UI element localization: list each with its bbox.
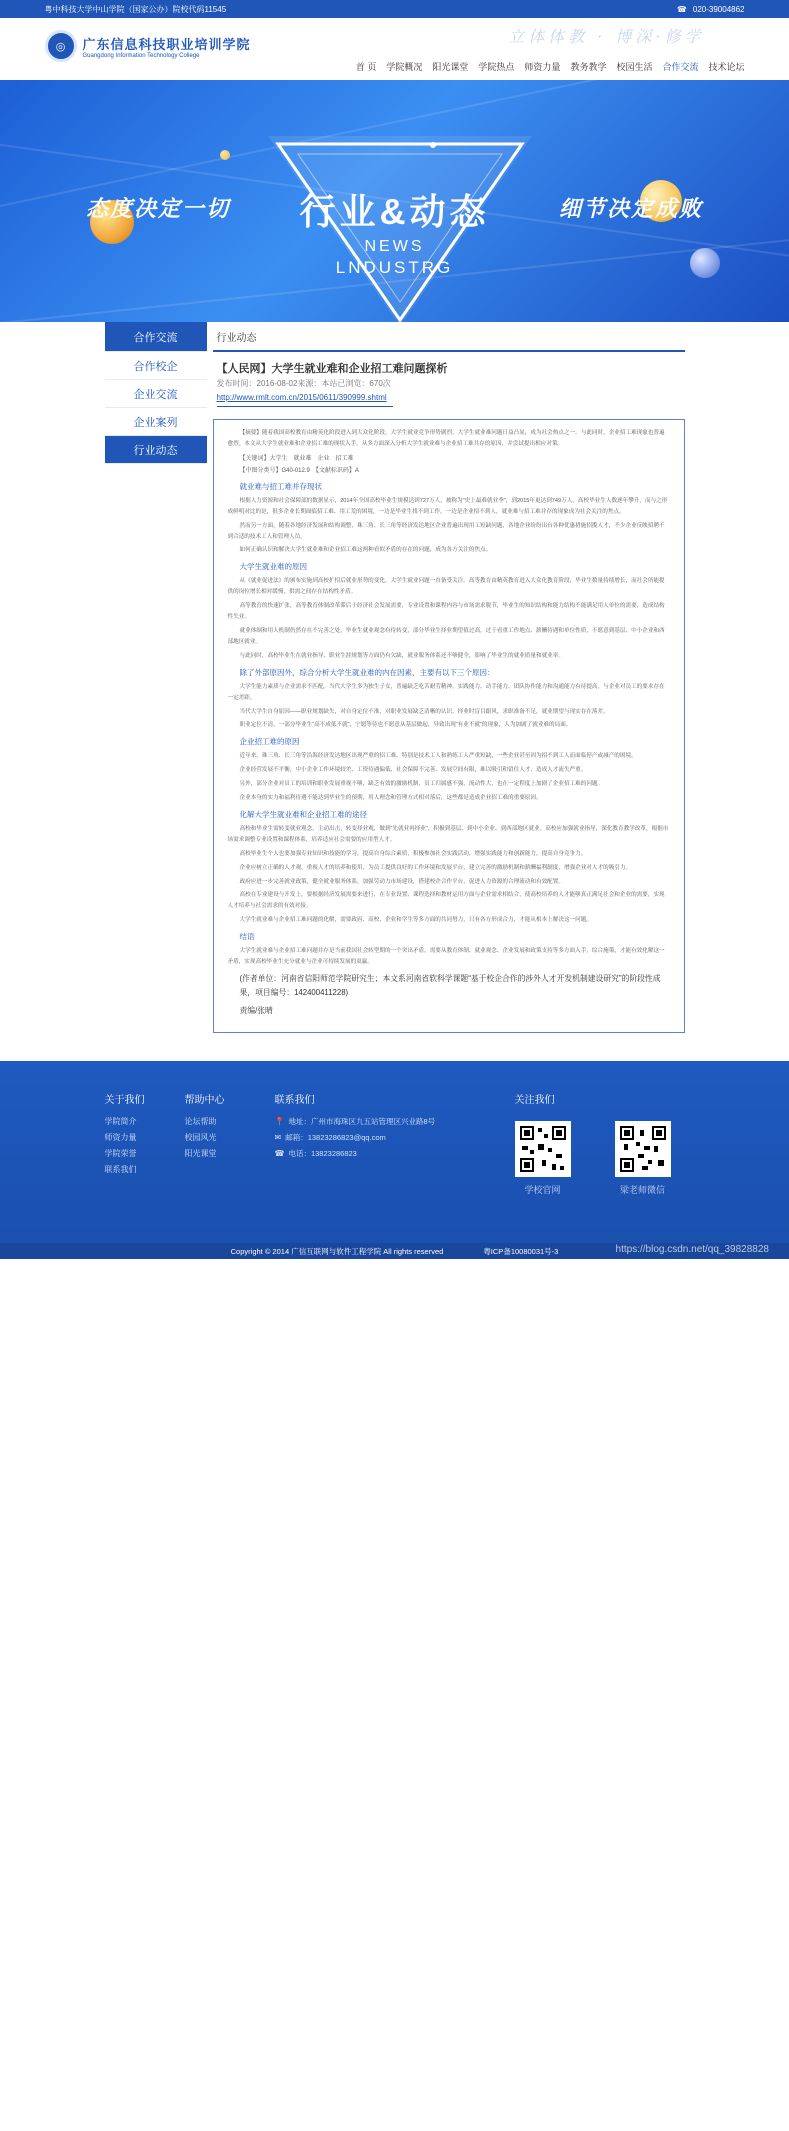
article-paragraph: 高校在专业建设与开发上，要根据经济发展需要来进行，在专业设置、课程选择和教材运用方面与企业需求相结合，使高校培养的人才能够真正满足社会和企业的需要，实现人才培养与社会需求的有效对接。 [227,892,665,910]
article-paragraph: 政府应进一步完善就业政策，健全就业服务体系，加强劳动力市场建设，搭建校企合作平台，促进人力资源的合理流动和有效配置。 [239,878,564,885]
qr-label-wechat: 梁老师微信 [619,1185,665,1196]
footer-contact-row [275,1130,436,1146]
article-title: 【人民网】大学生就业难和企业招工难问题探析 [216,363,448,375]
article-paragraph: 根据人力资源和社会保障部的数据显示，2014年全国高校毕业生规模达到727万人，被称为"史上最难就业季"，到2015年更达到749万人，高校毕业生人数逐年攀升，而与之形成鲜明对比的是，很多企业长期面临招工难、用工荒的困境，一边是毕业生找不到工作，一边是企业招不到人，就业难与招工难并存的现象成为社会关注的焦点。 [227,497,668,515]
nav-item-2[interactable]: 阳光课堂 [432,62,469,72]
banner-subtitle-lndustrg: LNDUSTRG [335,258,454,277]
article-paragraph: 企业应树立正确的人才观，重视人才的培养和使用，为员工提供良好的工作环境和发展平台，建立完善的激励机制和薪酬福利制度，增强企业对人才的吸引力。 [239,864,632,871]
nav-item-5[interactable]: 教务教学 [570,62,607,72]
hero-banner [0,80,789,322]
nav-item-8[interactable]: 技术论坛 [708,62,745,72]
main-nav [356,60,745,75]
article-paragraph: 然而另一方面，随着各地经济发展和结构调整，珠三角、长三角等经济发达地区企业普遍出现用工短缺问题，各地企业纷纷出台各种优惠措施招揽人才，不少企业反映招聘不到合适的技术工人和管理人员。 [227,522,665,540]
footer-contact-row [275,1114,436,1130]
breadcrumb: 行业动态 [213,322,685,352]
article-paragraph: 企业本身的实力和福利待遇不能达到毕业生的预期，用人理念和管理方式相对落后，这些都是造成企业招工难的重要原因。 [239,795,542,802]
article-section-heading: 除了外部原因外，综合分析大学生就业难的内在因素，主要有以下三个原因： [239,667,495,677]
footer-contact-text: 邮箱：13823286823@qq.com [285,1133,386,1143]
article-section-heading: 结语 [239,932,255,942]
article-meta-line: 【中图分类号】G40-012.9 【文献标识码】A [239,467,359,474]
article-paragraph: 就业体制和用人机制仍然存在不完善之处，毕业生就业观念有待转变，部分毕业生择业期望值过高，过于看重工作地点、薪酬待遇和单位性质，不愿意到基层、中小企业和西部地区就业。 [227,627,665,645]
article-section-heading: 大学生就业难的原因 [239,562,307,572]
footer-follow-title: 关注我们 [514,1095,555,1107]
footer-help-title: 帮助中心 [184,1095,225,1107]
article-paragraph: 高校和毕业生需转变就业观念，主动出击，转变择业观，做到“先就业再择业”，积极到基层、到中小企业、到西部地区就业。高校应加强就业指导，深化教育教学改革，根据市场需求调整专业设置和课程体系，培养适应社会需要的应用型人才。 [227,825,669,843]
site-header [0,18,789,80]
logo-name-cn: 广东信息科技职业培训学院 [82,37,251,53]
logo-emblem-icon: ◎ [45,30,77,62]
article-author-note: (作者单位：河南省信阳师范学院研究生；本文系河南省软科学课题“基于校企合作的涉外人才开发机制建设研究”的阶段性成果，项目编号：142400411228) [239,974,661,998]
nav-item-7[interactable]: 合作交流 [662,62,699,72]
main-column [207,322,685,1033]
footer-about-link[interactable]: 学院荣誉 [104,1149,137,1159]
location-icon: 📍 [274,1117,285,1127]
footer-about-link[interactable]: 联系我们 [104,1165,137,1175]
article-paragraph: 大学生就业难与企业招工难问题并存是当前我国社会转型期的一个突出矛盾，需要从教育体制、就业观念、企业发展和政策支持等多方面入手，综合施策，才能有效化解这一矛盾，实现高校毕业生充分就业与企业可持续发展的双赢。 [227,948,665,966]
article-meta: 发布时间：2016-08-02来源：本站已浏览：670次 [216,379,391,388]
footer-help-link[interactable]: 校园风光 [184,1133,217,1143]
sidebar-item-2[interactable]: 企业案列 [105,408,207,436]
article-paragraph: 当代大学生自身原因——职业规划缺失，对自身定位不准，对职业发展缺乏清晰的认识，择业时盲目跟风，求职准备不足，就业期望与现实存在落差。 [239,708,609,715]
sidebar-item-1[interactable]: 企业交流 [105,380,207,408]
article-paragraph: 职业定位不清，一部分毕业生“高不成低不就”，宁愿等待也不愿意从基层做起，导致出现“有业不就”的现象，人为加剧了就业难的局面。 [239,722,572,729]
footer-contact [275,1091,436,1162]
article-abstract: 【摘要】随着我国高校教育由精英化阶段进入到大众化阶段，大学生就业竞争形势剧烈，大学生就业难问题日益凸显，成为社会热点之一。与此同时，企业招工难现象也普遍愈烈。本文从大学生就业难和企业招工难的现状入手，从多方面深入分析大学生就业难与企业招工难共存的原因，并尝试提出相应对策。 [227,430,665,447]
article-paragraph: 大学生就业难与企业招工难问题的化解，需要政府、高校、企业和学生等多方面的共同努力，只有各方形成合力，才能从根本上解决这一问题。 [239,917,592,924]
qr-label-school: 学校官网 [524,1185,561,1196]
watermark: https://blog.csdn.net/qq_39828828 [615,1244,769,1256]
gold-dot-icon [220,150,230,160]
article-editor: 责编/张晴 [239,1006,273,1016]
top-strip [0,0,789,18]
article-paragraph: 另外，部分企业对员工的培训和职业发展重视不够，缺乏有效的激励机制，员工归属感不强，流动性大，也在一定程度上加剧了企业招工难的问题。 [239,781,604,788]
star-dot-icon [430,142,436,148]
footer-follow [515,1091,555,1114]
copyright-text: Copyright © 2014 广信互联网与软件工程学院 All rights reserved [230,1246,444,1256]
site-footer [0,1061,789,1259]
article-section-heading: 企业招工难的原因 [239,737,300,747]
sidebar-item-3[interactable]: 行业动态 [105,436,207,464]
footer-about [105,1091,145,1178]
sidebar-header: 合作交流 [105,322,207,352]
sidebar-item-0[interactable]: 合作校企 [105,352,207,380]
qr-code-wechat-icon [615,1121,671,1177]
nav-item-0[interactable]: 首 页 [355,62,377,72]
header-slogan: 立体体教 · 博深·修学 [508,27,705,46]
article-paragraph: 近年来，珠三角、长三角等沿海经济发达地区出现严重的招工难，特别是技术工人和熟练工人严重短缺，一些企业甚至因为招不到工人而面临停产或减产的困境。 [239,753,637,760]
top-strip-phone [677,5,745,14]
article-section-heading: 就业难与招工难并存现状 [239,481,322,491]
icp-number: 粤ICP备10080031号-3 [483,1246,559,1256]
sidebar [105,322,207,1033]
article-meta-line: 【关键词】大学生 就业难 企业 招工难 [239,455,354,462]
banner-title: 行业&动态 [299,191,490,232]
article-header [213,352,685,407]
top-strip-phone-number: 020-39004862 [692,4,745,14]
footer-about-link[interactable]: 师资力量 [104,1133,137,1143]
article-section-heading: 化解大学生就业难和企业招工难的途径 [239,809,367,819]
footer-help [185,1091,225,1162]
logo-name-en: Guangdong Information Technology College [82,52,200,59]
mail-icon: ✉ [274,1133,282,1143]
top-strip-school: 粤中科技大学中山学院（国家公办）院校代码11545 [44,4,227,14]
article-paragraph: 高等教育的快速扩张，高等教育体制改革滞后于经济社会发展需要，专业设置和课程内容与市场需求脱节，毕业生的知识结构和能力结构不能满足用人单位的需要，造成结构性失业。 [227,603,665,621]
qr-code-school-icon [515,1121,571,1177]
footer-contact-text: 电话：13823286823 [288,1149,357,1159]
site-logo[interactable] [45,30,251,62]
article-paragraph: 企业经营发展不平衡，中小企业工作环境较差、工资待遇偏低、社会保障不完善、发展空间有限，难以吸引和留住人才，造成人才流失严重。 [239,767,587,774]
article-paragraph: 大学生能力素质与企业需求不匹配。当代大学生多为独生子女，普遍缺乏吃苦耐劳精神，实践能力、动手能力、团队协作能力和沟通能力有待提高，与企业对员工的要求存在一定差距。 [227,683,665,701]
article-divider [217,406,393,407]
phone-icon: ☎ [274,1149,285,1159]
article-paragraph: 如何正确认识和解决大学生就业难和企业招工难这两种看似矛盾的存在的问题，成为各方关注的焦点。 [239,547,492,554]
footer-help-link[interactable]: 论坛帮助 [184,1117,217,1127]
footer-contact-text: 地址：广州市海珠区九五站管理区兴业路8号 [288,1117,436,1127]
article-paragraph: 高校毕业生个人也要加强专业知识和技能的学习，提高自身综合素质，积极参加社会实践活动，增强实践能力和创新能力，提高自身竞争力。 [239,850,587,857]
footer-about-title: 关于我们 [104,1095,145,1107]
nav-item-4[interactable]: 师资力量 [524,62,561,72]
nav-item-3[interactable]: 学院热点 [478,62,515,72]
footer-help-link[interactable]: 阳光课堂 [184,1149,217,1159]
nav-item-6[interactable]: 校园生活 [616,62,653,72]
content-area [105,322,685,1033]
article-paragraph: 与此同时，高校毕业生在就业指导、职业生涯规划等方面仍有欠缺，就业服务体系还不够健全，影响了毕业生的就业质量和就业率。 [239,652,564,659]
footer-about-link[interactable]: 学院简介 [104,1117,137,1127]
footer-contact-row [275,1146,436,1162]
banner-right-slogan: 细节决定成败 [558,196,703,222]
nav-item-1[interactable]: 学院概况 [386,62,423,72]
article-body [213,419,685,1033]
banner-left-slogan: 态度决定一切 [86,196,231,222]
article-source-link[interactable]: http://www.rmlt.com.cn/2015/0611/390999.shtml [216,393,387,402]
banner-subtitle-news: NEWS [364,238,425,255]
phone-icon: ☎ [676,4,687,14]
article-paragraph: 从《就业促进法》的颁布实施到高校扩招后就业形势的变化，大学生就业问题一直备受关注。高等教育由精英教育进入大众化教育阶段，毕业生数量持续增长，而社会所能提供的岗位增长相对缓慢，供需之间存在结构性矛盾。 [227,578,665,596]
footer-contact-title: 联系我们 [274,1095,315,1107]
